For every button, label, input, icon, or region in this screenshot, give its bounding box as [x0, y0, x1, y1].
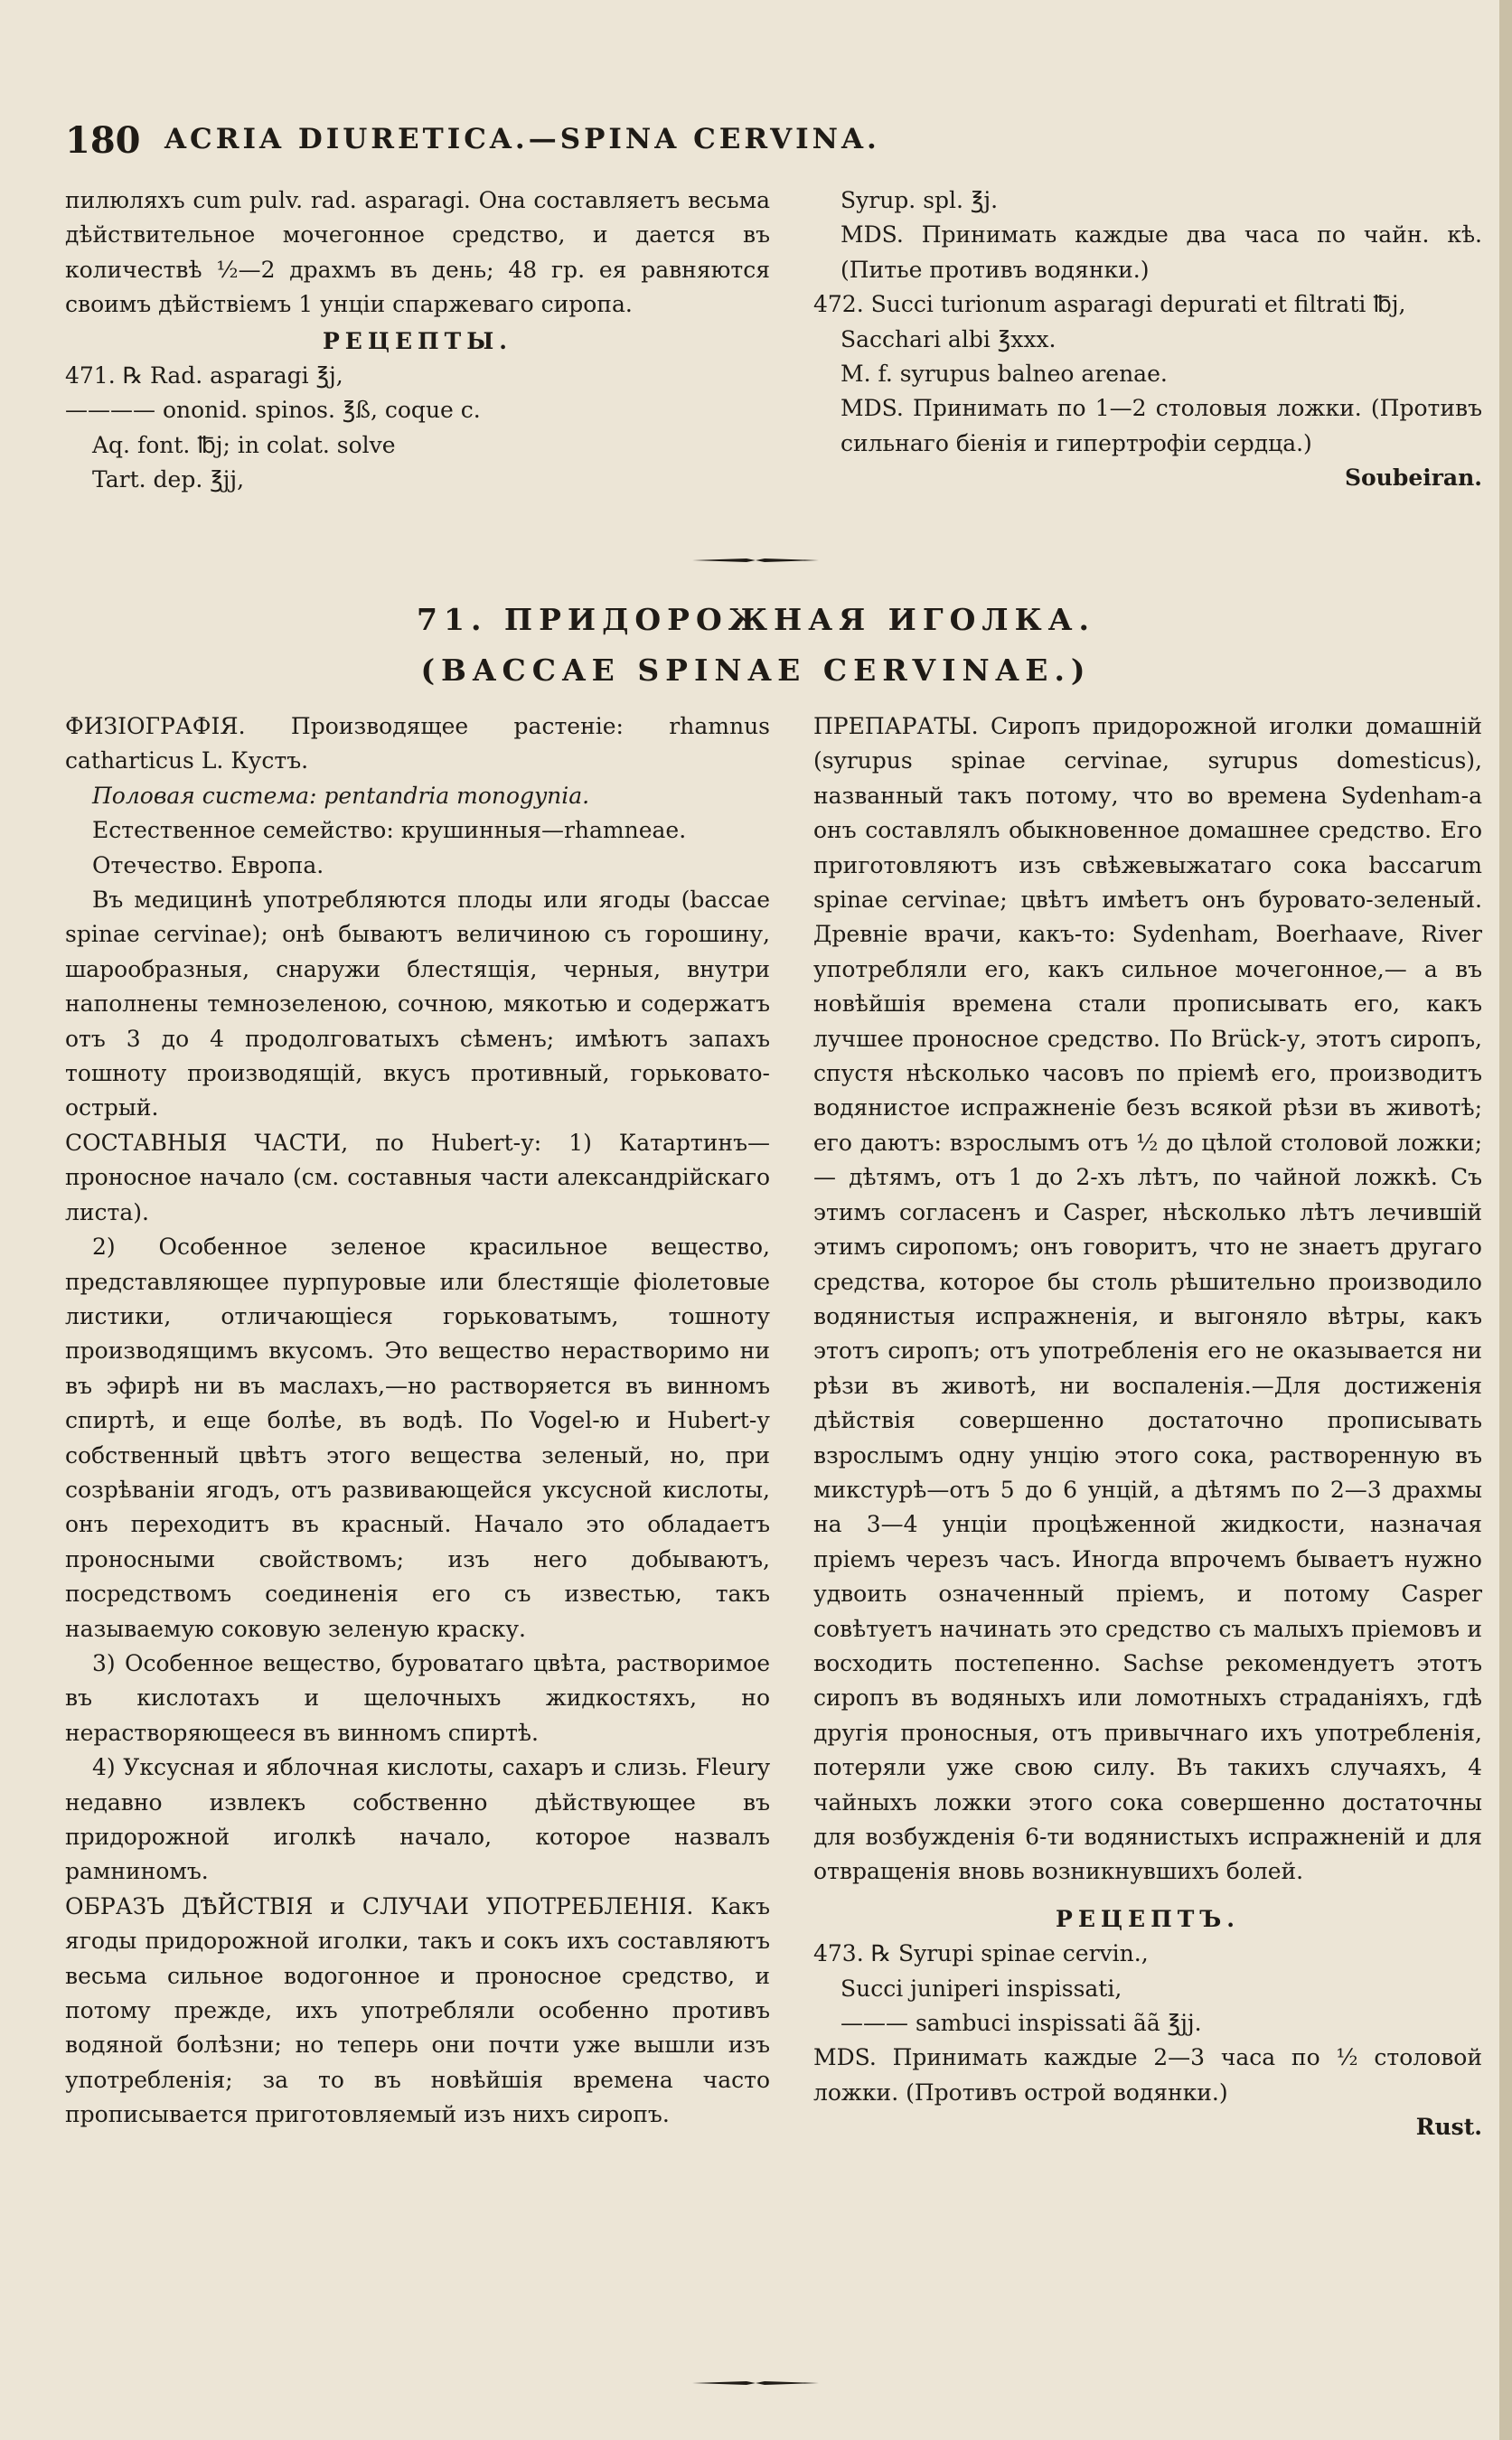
recipe-line: Sacchari albi ℥xxx.: [841, 325, 1057, 352]
page-edge-shadow: [1499, 0, 1512, 2440]
recipe-line: MDS. Принимать каждые 2—3 часа по ½ столовой ложки. (Противъ острой водянки.): [813, 2044, 1482, 2106]
recipe-line: ———— ononid. spinos. ℥ß, coque c.: [65, 397, 481, 424]
ornamental-divider: [692, 2379, 819, 2387]
paragraph: ФИЗІОГРАФІЯ. Производящее растеніе: rhamnus catharticus L. Кустъ.: [65, 713, 770, 774]
recipe-line: 472. Succi turionum asparagi depurati et filtrati ℔j,: [813, 291, 1406, 318]
paragraph: пилюляхъ cum pulv. rad. asparagi. Она составляетъ весьма дѣйствительное мочегонное средство, и дается въ количествѣ ½—2 драхмъ въ день; 48 гр. ея равняются своимъ дѣйствіемъ 1 унціи спаржеваго сиропа.: [65, 187, 770, 318]
header-title: ACRIA DIURETICA.—SPINA CERVINA.: [164, 123, 880, 155]
section-title: 71. ПРИДОРОЖНАЯ ИГОЛКА.: [417, 602, 1095, 637]
paragraph: Половая система: pentandria monogynia.: [92, 782, 590, 809]
recipe-line: MDS. Принимать по 1—2 столовыя ложки. (Противъ сильнаго біенія и гипертрофіи сердца.): [841, 395, 1482, 456]
page-number: 180: [65, 119, 141, 162]
top-right-column: [813, 183, 1482, 496]
right-column: [813, 709, 1482, 2145]
recipes-heading: РЕЦЕПТЫ.: [322, 327, 513, 354]
paragraph: 3) Особенное вещество, буроватаго цвѣта, растворимое въ кислотахъ и щелочныхъ жидкостяхъ, но нерастворяющееся въ винномъ спиртѣ.: [65, 1649, 770, 1746]
section-subtitle: (BACCAE SPINAE CERVINAE.): [420, 652, 1092, 688]
recipe-line: M. f. syrupus balneo arenae.: [841, 361, 1168, 388]
paragraph: 4) Уксусная и яблочная кислоты, сахаръ и слизь. Fleury недавно извлекъ собственно дѣйствующее въ придорожной иголкѣ начало, которое назвалъ рамниномъ.: [65, 1754, 770, 1885]
paragraph: 2) Особенное зеленое красильное вещество, представляющее пурпуровые или блестящіе фіолетовые листики, отличающіеся горьковатымъ, тошноту производящимъ вкусомъ. Это вещество нерастворимо ни въ эфирѣ ни въ маслахъ,—но растворяется въ винномъ спиртѣ, и еще болѣе, въ водѣ. По Vogel-ю и Hubert-у собственный цвѣтъ этого вещества зеленый, но, при созрѣваніи ягодъ, отъ развивающейся уксусной кислоты, онъ переходитъ въ красный. Начало это обладаетъ проносными свойствомъ; изъ него добываютъ, посредствомъ соединенія его съ известью, такъ называемую соковую зеленую краску.: [65, 1234, 770, 1642]
paragraph: Въ медицинѣ употребляются плоды или ягоды (baccae spinae cervinae); онѣ бываютъ величиною съ горошину, шарообразныя, снаружи блестящія, черныя, внутри наполнены темнозеленою, сочною, мякотью и содержатъ отъ 3 до 4 продолговатыхъ сѣменъ; имѣютъ запахъ тошноту производящій, вкусъ противный, горьковато-острый.: [65, 887, 770, 1121]
recipe-line: Aq. font. ℔j; in colat. solve: [92, 431, 396, 458]
running-header: [65, 119, 1449, 162]
recipe-heading: РЕЦЕПТЪ.: [1056, 1905, 1240, 1932]
recipe-line: 471. ℞ Rad. asparagi ℥j,: [65, 362, 343, 389]
recipe-line: Succi juniperi inspissati,: [841, 1975, 1122, 2002]
ornamental-divider: [692, 557, 819, 564]
paragraph: ПРЕПАРАТЫ. Сиропъ придорожной иголки домашній (syrupus spinae cervinae, syrupus domesticus), названный такъ потому, что во времена Sydenham-а онъ составлялъ обыкновенное домашнее средство. Его приготовляютъ изъ свѣжевыжатаго сока baccarum spinae cervinae; цвѣтъ имѣетъ онъ буровато-зеленый. Древніе врачи, какъ-то: Sydenham, Boerhaave, River употребляли его, какъ сильное мочегонное,— а въ новѣйшія времена стали прописывать его, какъ лучшее проносное средство. По Brück-у, этотъ сиропъ, спустя нѣсколько часовъ по пріемѣ его, производитъ водянистое испражненіе безъ всякой рѣзи въ животѣ; его даютъ: взрослымъ отъ ½ до цѣлой столовой ложки;— дѣтямъ, отъ 1 до 2-хъ лѣтъ, по чайной ложкѣ. Съ этимъ согласенъ и Casper, нѣсколько лѣтъ лечившій этимъ сиропомъ; онъ говоритъ, что не знаетъ другаго средства, которое бы столь рѣшительно производило водянистыя испражненія, и выгоняло вѣтры, какъ этотъ сиропъ; отъ употребленія его не оказывается ни рѣзи въ животѣ, ни воспаленія.—Для достиженія дѣйствія совершенно достаточно прописывать взрослымъ одну унцію этого сока, растворенную въ микстурѣ—отъ 5 до 6 унцій, а дѣтямъ по 2—3 драхмы на 3—4 унціи процѣженной жидкости, назначая пріемъ черезъ часъ. Иногда впрочемъ бываетъ нужно удвоить означенный пріемъ, и потому Casper совѣтуетъ начинать это средство съ малыхъ пріемовъ и восходить постепенно. Sachse рекомендуетъ этотъ сиропъ въ водяныхъ или ломотныхъ страданіяхъ, гдѣ другія проносныя, отъ привычнаго ихъ употребленія, потеряли уже свою силу. Въ такихъ случаяхъ, 4 чайныхъ ложки этого сока совершенно достаточны для возбужденія 6-ти водянистыхъ испражненій и для отвращенія вновь возникнувшихъ болей.: [813, 713, 1482, 1885]
paragraph: Отечество. Европа.: [92, 851, 324, 878]
paragraph: Естественное семейство: крушинныя—rhamneae.: [92, 817, 687, 844]
paragraph: ОБРАЗЪ ДѢЙСТВІЯ и СЛУЧАИ УПОТРЕБЛЕНІЯ. Какъ ягоды придорожной иголки, такъ и сокъ ихъ составляютъ весьма сильное водогонное и проносное средство, и потому прежде, ихъ употребляли особенно противъ водяной болѣзни; но теперь они почти уже вышли изъ употребленія; за то въ новѣйшія времена часто прописывается приготовляемый изъ нихъ сиропъ.: [65, 1892, 770, 2128]
author-signature: Rust.: [1415, 2114, 1482, 2141]
paragraph: СОСТАВНЫЯ ЧАСТИ, по Hubert-у: 1) Катартинъ—проносное начало (см. составныя части александрійскаго листа).: [65, 1129, 770, 1225]
top-left-column: [65, 183, 770, 498]
recipe-line: ——— sambuci inspissati ãã ℥jj.: [841, 2010, 1202, 2037]
left-column: [65, 709, 770, 2133]
recipe-line: MDS. Принимать каждые два часа по чайн. кѣ. (Питье противъ водянки.): [841, 221, 1482, 283]
author-signature: Soubeiran.: [1344, 465, 1482, 492]
recipe-line: Syrup. spl. ℥j.: [841, 187, 999, 213]
recipe-line: 473. ℞ Syrupi spinae cervin.,: [813, 1940, 1149, 1967]
recipe-line: Tart. dep. ℥jj,: [92, 466, 245, 493]
